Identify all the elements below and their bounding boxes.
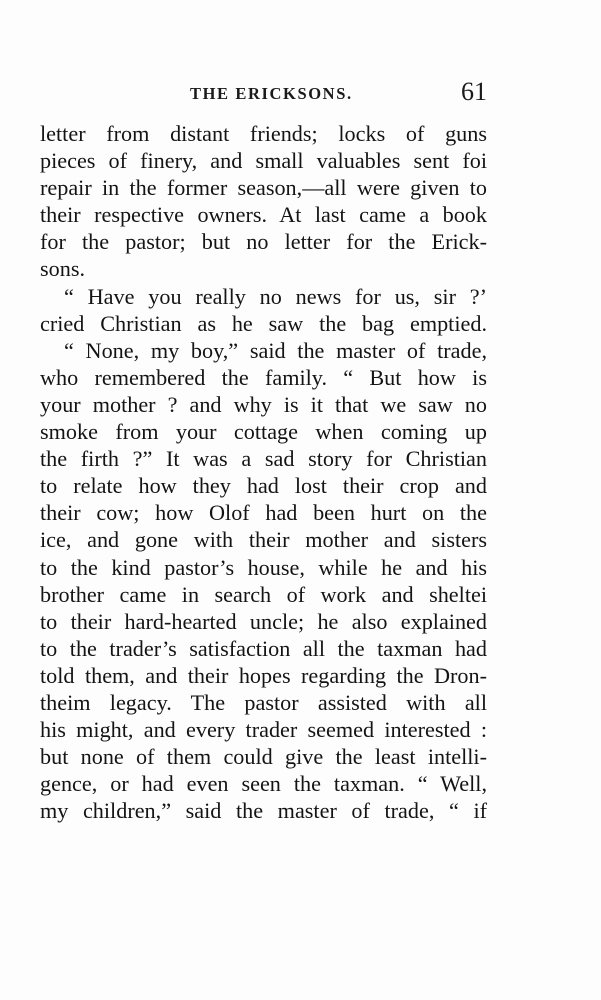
text-line: to the trader’s satisfaction all the taxman had	[40, 635, 487, 661]
text-line: told them, and their hopes regarding the Dron-	[40, 662, 487, 688]
text-line: their respective owners. At last came a book	[40, 202, 487, 228]
text-line: gence, or had even seen the taxman. “ Well,	[40, 771, 487, 797]
text-line: to the kind pastor’s house, while he and his	[40, 554, 487, 580]
text-line: my children,” said the master of trade, “ if	[40, 798, 487, 824]
text-line: letter from distant friends; locks of guns	[40, 121, 487, 146]
text-line: repair in the former season,—all were given to	[40, 175, 487, 201]
running-title: THE ERICKSONS.	[190, 84, 353, 103]
text-line: their cow; how Olof had been hurt on the	[40, 500, 487, 526]
text-line: your mother ? and why is it that we saw no	[40, 391, 487, 417]
text-line: to their hard-hearted uncle; he also explained	[40, 608, 487, 634]
text-line: his might, and every trader seemed interested :	[40, 717, 487, 743]
text-line: the firth ?” It was a sad story for Christian	[40, 446, 487, 472]
text-line: theim legacy. The pastor assisted with all	[40, 689, 487, 715]
text-line: smoke from your cottage when coming up	[40, 419, 487, 445]
text-line: “ None, my boy,” said the master of trade,	[64, 337, 487, 363]
text-line: cried Christian as he saw the bag emptied.	[40, 310, 487, 336]
text-line: pieces of finery, and small valuables sent foi	[40, 148, 487, 174]
text-line: sons.	[40, 256, 86, 282]
body-text	[40, 120, 487, 824]
text-line: who remembered the family. “ But how is	[40, 364, 487, 390]
text-line: brother came in search of work and sheltei	[40, 581, 487, 607]
text-line: to relate how they had lost their crop and	[40, 473, 487, 499]
page-number: 61	[461, 77, 487, 106]
text-line: for the pastor; but no letter for the Erick-	[40, 229, 487, 255]
text-line: ice, and gone with their mother and sisters	[40, 527, 487, 553]
text-line: “ Have you really no news for us, sir ?’	[64, 283, 487, 309]
text-line: but none of them could give the least intelli-	[40, 744, 487, 770]
